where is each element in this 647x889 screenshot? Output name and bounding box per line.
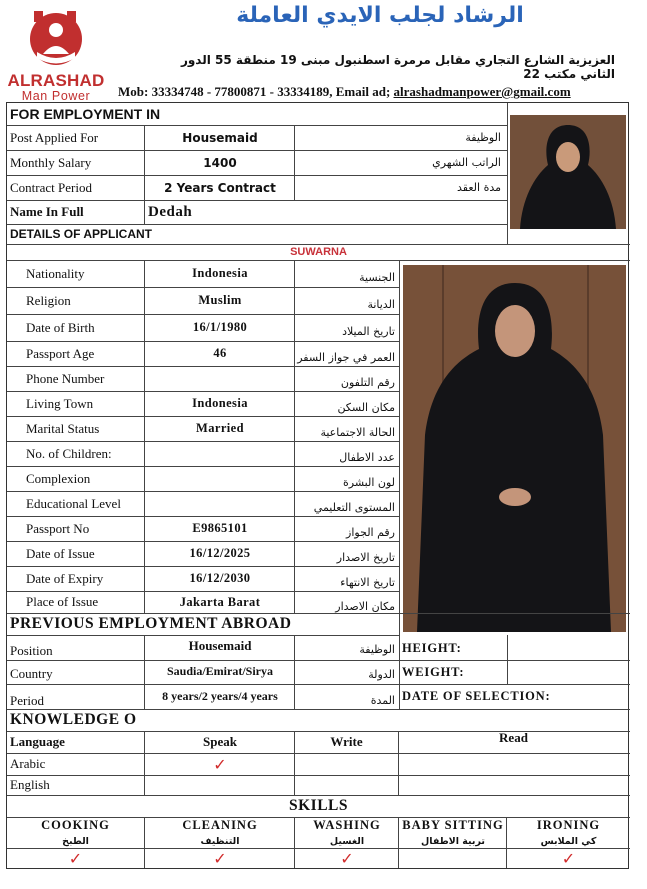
salary-arabic: الراتب الشهري: [432, 156, 501, 169]
lang-header: Language: [10, 734, 65, 749]
prev-position-arabic: الوظيفة: [359, 642, 395, 656]
arabic-speak-check: ✓: [213, 754, 227, 774]
speak-header: Speak: [203, 734, 237, 749]
religion-label: Religion: [26, 292, 71, 308]
email-link[interactable]: alrashadmanpower@gmail.com: [393, 84, 571, 99]
passport-no-label: Passport No: [26, 520, 90, 536]
dob-label: Date of Birth: [26, 319, 95, 335]
complexion-label: Complexion: [26, 470, 91, 486]
prev-country-value: Saudia/Emirat/Sirya: [166, 663, 273, 678]
passport-age-value: 46: [213, 346, 227, 360]
marital-status-label: Marital Status: [26, 420, 100, 436]
prev-period-label: Period: [10, 693, 44, 708]
place-of-issue-value: Jakarta Barat: [179, 594, 261, 609]
applicant-alt-name: SUWARNA: [290, 246, 347, 258]
lang-arabic-label: Arabic: [10, 756, 46, 771]
marital-status-value: Married: [196, 421, 244, 435]
contract-value: 2 Years Contract: [164, 180, 276, 195]
logo-icon: [19, 8, 93, 70]
issue-date-label: Date of Issue: [26, 545, 95, 561]
contract-arabic: مدة العقد: [457, 181, 501, 194]
place-of-issue-label: Place of Issue: [26, 594, 99, 609]
prev-period-arabic: المدة: [370, 693, 395, 707]
expiry-date-label: Date of Expiry: [26, 570, 104, 586]
prev-country-label: Country: [10, 666, 53, 681]
skill-baby-sitting-check: [399, 848, 507, 868]
company-address-arabic: العزيزية الشارع التجاري مقابل مرمرة اسطنبول مبنى 19 منطقة 55 الدور الثاني مكتب 22: [180, 53, 615, 81]
contact-line: [118, 84, 632, 100]
company-logo: [6, 8, 106, 103]
skill-cleaning-check: ✓: [213, 848, 227, 868]
skill-ironing-check: ✓: [561, 848, 576, 868]
phone-arabic: رقم التلفون: [340, 376, 395, 389]
dob-arabic: تاريخ الميلاد: [342, 325, 395, 338]
arabic-write-check: [295, 753, 398, 775]
section-employment-title: FOR EMPLOYMENT IN: [10, 106, 161, 122]
brand-subtitle: Man Power: [21, 89, 91, 103]
date-of-selection-label: DATE OF SELECTION:: [402, 688, 551, 703]
section-knowledge-title: KNOWLEDGE O: [10, 711, 137, 728]
read-header: Read: [499, 730, 528, 745]
application-form: [6, 102, 629, 869]
nationality-arabic: الجنسية: [359, 271, 395, 284]
phone-value: [145, 366, 295, 391]
english-write-check: [295, 775, 398, 795]
prev-period-value: 8 years/2 years/4 years: [162, 688, 278, 703]
nationality-label: Nationality: [26, 265, 85, 281]
skill-cooking-arabic: الطبخ: [62, 835, 89, 847]
prev-country-arabic: الدولة: [368, 667, 395, 681]
english-speak-check: [145, 775, 295, 795]
passport-no-arabic: رقم الجواز: [346, 526, 395, 539]
company-title-arabic: الرشاد لجلب الايدي العاملة: [236, 3, 524, 28]
contract-label: Contract Period: [10, 179, 92, 195]
skill-ironing-label: IRONING: [536, 818, 601, 832]
children-arabic: عدد الاطفال: [339, 451, 395, 464]
education-value: [145, 491, 295, 516]
religion-arabic: الديانة: [367, 298, 395, 311]
skill-washing-label: WASHING: [313, 818, 381, 832]
post-applied-arabic: الوظيفة: [465, 131, 501, 144]
skill-ironing-arabic: كي الملابس: [540, 835, 597, 847]
arabic-read-check: [399, 753, 628, 775]
issue-date-arabic: تاريخ الاصدار: [336, 551, 395, 564]
passport-age-arabic: العمر في جواز السفر: [297, 351, 395, 364]
skill-washing-arabic: الغسيل: [329, 835, 365, 847]
name-label: Name In Full: [10, 204, 84, 219]
expiry-date-arabic: تاريخ الانتهاء: [340, 576, 395, 589]
skill-cooking-label: COOKING: [41, 818, 110, 832]
place-of-issue-arabic: مكان الاصدار: [335, 599, 395, 613]
name-value: Dedah: [148, 203, 193, 220]
applicant-photo-small: [510, 115, 626, 229]
nationality-value: Indonesia: [192, 266, 248, 280]
weight-label: WEIGHT:: [402, 664, 465, 679]
phone-label: Phone Number: [26, 370, 105, 386]
salary-label: Monthly Salary: [10, 154, 92, 170]
complexion-value: [145, 466, 295, 491]
living-town-arabic: مكان السكن: [337, 401, 395, 414]
phone-numbers: Mob: 33334748 - 77800871 - 33334189, Email ad;: [118, 84, 394, 99]
write-header: Write: [330, 734, 363, 749]
skill-baby-sitting-label: BABY SITTING: [402, 818, 504, 832]
brand-name: ALRASHAD: [7, 71, 105, 90]
applicant-photo-large: [403, 265, 626, 632]
expiry-date-value: 16/12/2030: [189, 571, 251, 585]
skill-cleaning-arabic: التنظيف: [200, 835, 240, 847]
skill-cooking-check: ✓: [68, 848, 83, 868]
section-skills-title: SKILLS: [288, 797, 348, 814]
post-applied-value: Housemaid: [182, 130, 258, 145]
marital-status-arabic: الحالة الاجتماعية: [320, 426, 395, 439]
dob-value: 16/1/1980: [192, 320, 248, 334]
english-read-check: [399, 775, 628, 795]
issue-date-value: 16/12/2025: [189, 546, 251, 560]
children-value: [145, 441, 295, 466]
section-applicant-title: DETAILS OF APPLICANT: [10, 227, 152, 241]
passport-age-label: Passport Age: [26, 345, 95, 361]
living-town-value: Indonesia: [192, 396, 248, 410]
passport-no-value: E9865101: [192, 521, 248, 535]
height-label: HEIGHT:: [402, 640, 462, 655]
section-previous-title: PREVIOUS EMPLOYMENT ABROAD: [10, 615, 292, 632]
skill-washing-check: ✓: [340, 848, 354, 868]
prev-position-label: Position: [10, 643, 53, 658]
salary-value: 1400: [203, 155, 237, 170]
prev-position-value: Housemaid: [188, 638, 252, 653]
skill-baby-sitting-arabic: تربية الاطفال: [421, 835, 485, 847]
children-label: No. of Children:: [26, 445, 112, 461]
education-label: Educational Level: [26, 495, 121, 511]
post-applied-label: Post Applied For: [10, 129, 99, 145]
skill-cleaning-label: CLEANING: [182, 818, 258, 832]
complexion-arabic: لون البشرة: [343, 476, 395, 489]
education-arabic: المستوى التعليمي: [313, 501, 395, 514]
lang-english-label: English: [10, 777, 50, 792]
religion-value: Muslim: [198, 293, 242, 307]
living-town-label: Living Town: [26, 395, 94, 411]
